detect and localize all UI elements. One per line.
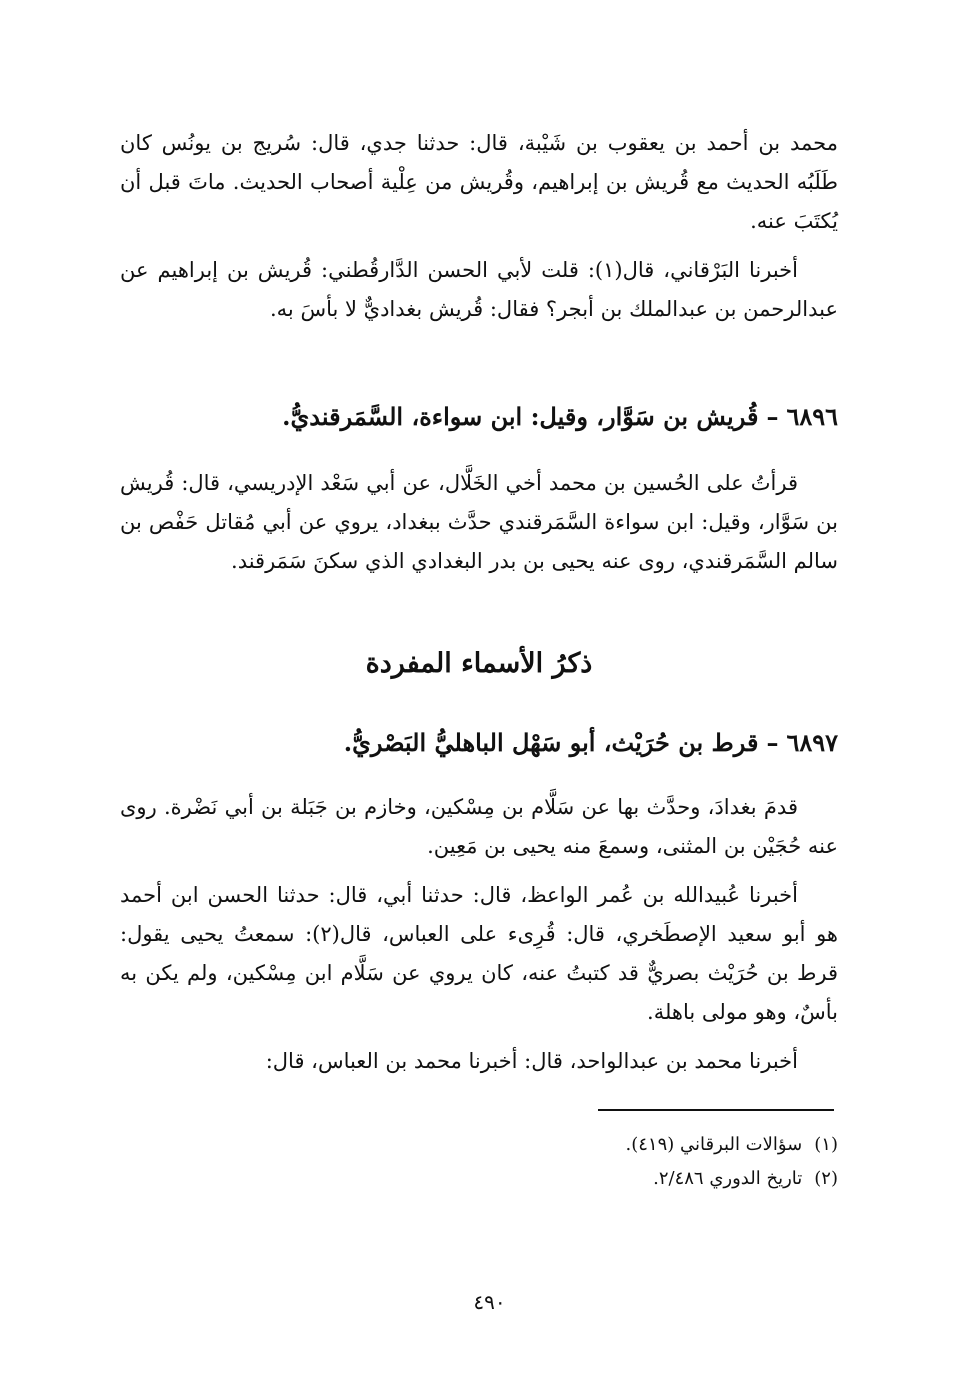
section-title: ذكرُ الأسماء المفردة	[365, 648, 593, 679]
text-block-1	[120, 124, 838, 329]
footnote-separator	[598, 1109, 834, 1111]
footnotes	[120, 1128, 838, 1196]
text-block-3	[120, 788, 838, 1081]
entry-dash: –	[766, 728, 779, 757]
entry-heading	[120, 397, 838, 437]
entry-heading	[120, 723, 838, 763]
entry-dash: –	[766, 402, 779, 431]
footnote	[120, 1162, 838, 1196]
text-block-2	[120, 464, 838, 581]
paragraph: قدمَ بغدادَ، وحدَّث بها عن سَلَّام بن مِسْكين، وخازم بن جَبَلة بن أبي نَضْرة. روى عنه حُجَيْن بن المثنى، وسمعَ منه يحيى بن مَعِين.	[120, 795, 838, 858]
footnote-text: سؤالات البرقاني (٤١٩).	[625, 1134, 803, 1155]
paragraph: محمد بن أحمد بن يعقوب بن شَيْبة، قال: حدثنا جدي، قال: سُريج بن يونُس كان طَلَبُه الحديث مع قُريش بن إبراهيم، وقُريش من عِلْية أصحاب الحديث. ماتَ قبل أن يُكتَبَ عنه.	[120, 131, 838, 233]
entry-number: ٦٨٩٧	[786, 728, 838, 757]
footnote-number: (١)	[814, 1134, 838, 1155]
entry-name: قرط بن حُرَيْث، أبو سَهْل الباهليُّ البَصْريُّ.	[343, 728, 759, 757]
footnote	[120, 1128, 838, 1162]
paragraph: أخبرنا عُبيدالله بن عُمر الواعظ، قال: حدثنا أبي، قال: حدثنا الحسن ابن أحمد هو أبو سعيد الإصطَخري، قال: قُرِىء على العباس، قال(٢): سمعتُ يحيى يقول: قرط بن حُرَيْث بصريٌّ قد كتبتُ عنه، كان يروي عن سَلَّام ابن مِسْكين، ولم يكن به بأسٌ، وهو مولى باهلة.	[120, 883, 838, 1024]
footnote-text: تاريخ الدوري ٢/٤٨٦.	[653, 1168, 803, 1189]
footnote-number: (٢)	[814, 1168, 838, 1189]
entry-name: قُريش بن سَوَّار، وقيل: ابن سواءة، السَّمَرقنديُّ.	[282, 402, 759, 431]
paragraph: أخبرنا محمد بن عبدالواحد، قال: أخبرنا محمد بن العباس، قال:	[265, 1049, 798, 1073]
entry-number: ٦٨٩٦	[786, 402, 838, 431]
page-number: ٤٩٠	[473, 1290, 506, 1314]
paragraph: أخبرنا البَرْقاني، قال(١): قلت لأبي الحسن الدَّارقُطني: قُريش بن إبراهيم عن عبدالرحمن بن عبدالملك بن أبجر؟ فقال: قُريش بغداديٌّ لا بأسَ به.	[120, 258, 838, 321]
paragraph: قرأتُ على الحُسين بن محمد أخي الخَلَّال، عن أبي سَعْد الإدريسي، قال: قُريش بن سَوَّار، وقيل: ابن سواءة السَّمَرقندي حدَّث ببغداد، يروي عن أبي مُقاتل حَفْص بن سالم السَّمَرقندي، روى عنه يحيى بن بدر البغدادي الذي سكنَ سَمَرقند.	[120, 471, 838, 573]
